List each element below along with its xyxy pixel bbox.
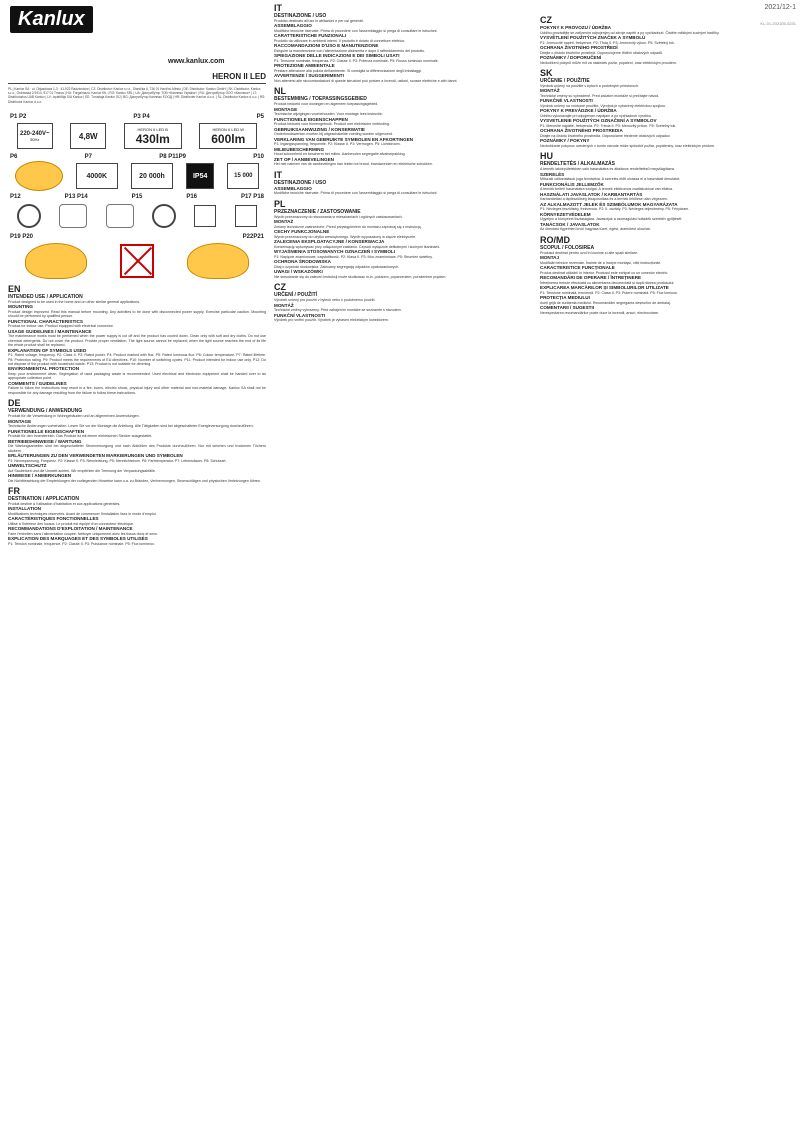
symbol-label: P17 P18 [240,194,264,200]
paragraph: Keep your environment clean. Segregation of used packaging waste is recommended. Used electrical and electronic equipment shall be handed over to an appropriate collection point. [8,372,266,381]
paragraph: Auf Sauberkeit und die Umwelt achten. Wir empfehlen die Trennung der Verpackungsabfälle. [8,468,156,473]
symbol-label: P12 [10,194,21,200]
subsection-heading: HINWEISE / ANMERKUNGEN [8,473,72,479]
subsection-heading: OCHRONA ŚRODOWISKA [274,259,331,265]
paragraph: Az útmutató figyelmen kívül hagyása tüzet, égést, áramütést okozhat. [540,227,651,232]
subsection-heading: SZERELÉS [540,171,565,177]
language-section [540,68,796,148]
section-title: VERWENDUNG / ANWENDUNG [8,408,83,415]
subsection-heading: TANÁCSOK / JAVASLATOK [540,221,600,227]
paragraph: P1: Napięcie znamionowe, częstotliwość. P2: Klasa II. P3: Moc znamionowa. P5: Strumień świetlny. [274,254,433,259]
subsection-heading: MONTÁŽ [274,302,294,308]
subsection-heading: VERKLARING VAN GEBRUIKTE SYMBOLEN EN AFKORTINGEN [274,136,414,142]
subsection-heading: EXPLICAREA MARCĂRILOR ȘI SIMBOLURILOR UTILIZATE [540,285,669,291]
subsection-heading: AVVERTENZE / SUGGERIMENTI [274,73,344,79]
paragraph: Wyrób przeznaczony do użytku wewnętrznego. Wyrób wyposażony w złącze elektryczne. [274,234,417,239]
paragraph: Prodotto da utilizzare in ambienti interni. Il prodotto è dotato di connettore elettrico. [274,39,406,43]
subsection-heading: SPIEGAZIONE DELLE INDICAZIONI E DEI SIMBOLI USATI [274,53,400,59]
paragraph: Utilisé à l'intérieur des locaux. Le produit est équipé d'un connecteur électrique. [8,522,135,527]
subsection-heading: RECOMMANDATIONS D'EXPLOITATION / MAINTENANCE [8,526,133,532]
section-title: DESTINAZIONE / USO [274,13,327,19]
column-2 [274,0,532,1134]
subsection-heading: ASSEMBLAGGIO [274,185,312,191]
paragraph: Eseguire la manutenzione con l'alimentazione disinserita e dopo il raffreddamento del prodotto. [274,49,426,53]
lifetime-icon: 20 000h [131,163,173,189]
subsection-heading: POZNÁMKY / POKYNY [540,138,590,144]
paragraph: Technische Änderungen vorbehalten. Lesen Sie vor der Montage die Anleitung. Alle Tätigkeiten sind bei abgeschalteter Energieversorgung durchzuführen. [8,424,254,429]
language-code: CZ [540,15,552,25]
motion-sensor-icon [17,204,41,228]
subsection-heading: FUNKCIONÁLIS JELLEMZŐK [540,181,604,187]
paragraph: Produs destinat utilizării în interior. Produsul este echipat cu un conector electric. [540,270,669,275]
website-link[interactable]: www.kanlux.com [168,58,225,65]
paragraph: Modifiche tecniche riservate. Prima di procedere con l'assemblaggio si prega di consultare le istruzioni. [274,29,438,33]
paragraph: Prodotto destinato all'uso in abitazioni e per usi generali. [274,19,364,23]
language-section [274,3,532,83]
crossed-bin-icon [120,244,154,278]
product-name: HERON II LED [8,72,266,84]
paragraph: Údržbu provádějte se zařízením odpojeným od zdroje napětí a po vychladnutí. Čistěte měkkými suchými hadříky. [540,30,720,35]
subsection-heading: BETRIEBSHINWEISE / WARTUNG [8,438,82,444]
language-section [274,282,532,322]
subsection-heading: AZ ALKALMAZOTT JELEK ÉS SZIMBÓLUMOK MAGYARÁZATA [540,201,678,207]
hand-icon-2 [106,204,134,228]
symbol-label: P10 [253,154,264,160]
subsection-heading: MONTAGE [8,418,32,424]
column-1 [8,0,266,1134]
language-section [274,170,532,196]
language-section [274,199,532,279]
color-temp-icon: 4000K [76,163,118,189]
text-column-1 [8,284,266,546]
subsection-heading: PROTECȚIA MEDIULUI [540,295,590,301]
paragraph: Technické změny vyhrazeny. Před zahájením montáže se seznamte s návodem. [274,308,402,313]
paragraph: Die Wartungsarbeiten sind bei abgeschalteter Stromversorgung und nach Abkühlen des Produkts durchzuführen. Nur mit weichen und trockenen Tüchern säubern. [8,444,266,453]
subsection-heading: MONTAŻ [274,219,294,225]
paragraph: The maintenance works must be performed when the power supply is cut off and the product has cooled down. Clean only with soft and dry cloths. Do not use chemical detergents. Do not cover the product. Provide proper ventilation. The light source cannot be replaced; when the light source reaches the end of its life the whole product shall be replaced. [8,334,266,348]
paragraph: Produkt für die Verwendung in Wohngebäuden und an allgemeinen Anwendungen. [8,414,140,419]
symbol-label: P7 [84,154,92,160]
language-code: RO/MD [540,234,570,245]
symbol-labels-row3 [8,193,266,201]
language-section [274,86,532,166]
language-code: EN [8,284,21,294]
text-column-2 [274,3,532,323]
paragraph: Product bedoeld voor binnengebruik. Product met elektrische verbinding. [274,122,390,127]
paragraph: Produit destiné à l'utilisation d'habitation et aux applications générales. [8,502,121,507]
subsection-heading: UWAGI / WSKAZÓWKI [274,269,323,275]
language-code: IT [274,169,282,180]
subsection-heading: FUNKČNÍ VLASTNOSTI [274,312,326,318]
hand-icon [59,204,87,228]
language-code: SK [540,68,553,78]
subsection-heading: CARACTÉRISTIQUES FONCTIONNELLES [8,516,99,522]
subsection-heading: RACCOMANDAZIONI D'USO E MANUTENZIONE [274,43,379,49]
subsection-heading: MOUNTING [8,304,34,310]
subsection-heading: MILIEUBESCHERMING [274,146,325,152]
paragraph: Výrobek pro vnitřní použití. Výrobek je vybaven elektrickým konektorem. [274,318,389,323]
paragraph: P1: Tensione nominale, frequenza. P2: Classe II. P3: Potenza nominale. P5: Flusso luminoso nominale. [274,59,439,63]
language-code: HU [540,151,553,162]
symbol-row-4 [8,241,266,281]
ip-icon: IP54 [186,163,214,189]
subsection-heading: MONTAGE [274,106,298,112]
subsection-heading: ERLÄUTERUNGEN ZU DEN VERWENDETEN MARKIERUNGEN UND SYMBOLEN [8,453,183,459]
subsection-heading: ZET OP / AANBEVELINGEN [274,156,334,162]
language-section [8,398,266,483]
paragraph: Výrobok určený na vnútorné použitie. Výrobok je vybavený elektrickou spojkou. [540,104,667,108]
paragraph: Výrobok určený na použitie v bytoch a podobných priestoroch. [540,84,640,88]
paragraph: Product for indoor use. Product equipped with electrical connector. [8,324,114,329]
paragraph: Údržbu vykonávajte pri odpojenom napájaní a po vychladnutí výrobku. [540,114,652,118]
print-date: 2021/12-1 [764,4,796,11]
paragraph: Houd schoonheid en bescherm het milieu. Aanbevolen segregatie afvalverpakking. [274,152,406,157]
paragraph: Technische wijzigingen voorbehouden. Voor montage lees instructie. [274,112,383,117]
paragraph: Dbaj o czystość środowiska. Zalecamy segregację odpadów opakowaniowych. [274,264,400,269]
subsection-heading: HASZNÁLATI JAVASLATOK / KARBANTARTÁS [540,191,643,197]
paragraph: Non attenersi alle raccomandazioni di queste istruzioni può portare a incendi, ustioni, scosse elettriche e altri danni. [274,79,458,83]
subsection-heading: VYSVETLENIE POUŽITÝCH OZNAČENÍ A SYMBOLOV [540,118,657,124]
paragraph: Nerespectarea recomandărilor poate duce la incendii, arsuri, electrocutare. [540,310,660,315]
subsection-heading: USAGE GUIDELINES / MAINTENANCE [8,328,92,334]
symbol-label: P13 P14 [64,194,88,200]
lamp-illustration-icon-2 [187,243,249,279]
paragraph: Product design improved. Read this manual before mounting. Any activities to be done with disconnected power supply. Exercise particular caution. Mounting should be performed by qualified person. [8,310,266,319]
paragraph: Műszaki változtatások joga fenntartva. A szerelés előtt olvassa el a használati útmutatót. [540,177,681,182]
language-code: CZ [274,282,286,293]
subsection-heading: FUNCTIONELE EIGENSCHAPPEN [274,116,348,122]
distributor-addresses: PL | Kanlux SA · ul. Objazdowa 1-3 · 41-922 Radzionków | CZ: Distributor: Kanlux s.r.o., Stanička 6, 736 01 Havířov-Město | DE: Distributor: Kanlux GmbH | SK: Distributor: Kanlux s.r.o., Ostravská 2/1914, 917 01 Trnava | HU: Forgalmazó: Kanlux Kft. | RO: Kanlux SRL | UA: Дистрибутор ТОВ «Канлюкс Україна» | RU: Дистрибутор ООО «Канлюкс» | LT: Distributorius UAB Kanlux | LV: Izplatītājs SIA Kanlux | EE: Turustaja Kanlux OÜ | BG: Дистрибутор Канлюкс ЕООД | HR: Distributer Kanlux d.o.o. | SL: Distributor Kanlux d.o.o. | RS: Distributor Kanlux d.o.o. [8,87,266,104]
paragraph: P1: Nennspannung, Frequenz. P2: Klasse II. P3: Nennleistung. P5: Nennlichtstrom. P6: Farbtemperatur. P7: Lebensdauer. P8: Schutzart. [8,458,227,463]
ukca-mark-icon [235,205,257,227]
paragraph: Produkt für den Innenbereich. Das Produkt ist mit einem elektrischen Stecker ausgestattet. [8,434,153,439]
symbols-panel [8,113,266,281]
paragraph: Produsul destinat pentru uzul în locuințe și alte spații similare. [540,250,639,255]
paragraph: Die Nichtbeachtung der Empfehlungen der vorliegenden Hinweise kann u.a. zu Bränden, Verbrennungen, Stromschlägen und physischen Verletzungen führen. [8,478,261,483]
paragraph: P1: Tensiune nominală, frecvență. P2: Clasa II. P3: Putere nominală. P5: Flux luminos. [540,290,678,295]
symbol-label: P16 [186,194,197,200]
subsection-heading: CARATTERISTICHE FUNZIONALI [274,33,347,39]
subsection-heading: FUNCTIONAL CHARACTERISTICS [8,318,83,324]
symbol-labels-row1 [8,113,266,121]
section-title: DESTINAZIONE / USO [274,179,327,186]
language-code: PL [274,198,286,209]
subsection-heading: COMENTARII / SUGESTII [540,305,595,311]
paragraph: Dbajte na čistotu životného prostredia. Odporúčame triedenie obalových odpadov. [540,134,671,138]
paragraph: Výrobek určený pro použití v bytech nebo k podobnému použití. [274,298,376,303]
paragraph: Modifications techniques réservées. Avant de commencer l'installation lisez le mode d'emploi. [8,512,157,517]
symbol-label: P15 [131,194,143,200]
subsection-heading: WYJAŚNIENIA STOSOWANYCH OZNACZEŃ I SYMBOLI [274,249,395,255]
subsection-heading: POKYNY K PREVÁDZKE / ÚDRŽBA [540,108,617,114]
subsection-heading: EXPLICATION DES MARQUAGES ET DES SYMBOLES UTILISÉS [8,536,148,542]
paragraph: Întreținerea trebuie efectuată cu alimentarea deconectată și după răcirea produsului. [540,280,675,285]
symbol-label: P1 P2 [10,114,27,120]
paragraph: Failure to follow the instructions may result in a fire, burns, electric shock, physical injury and other material and non-material damage. Kanlux SA shall not be responsible for any damage resulting from the failure to follow these instructions. [8,386,266,395]
symbol-row-2 [8,161,266,191]
paragraph: Faire l'entretien sans l'alimentation coupée. Nettoyer uniquement avec les tissus doux et secs. [8,532,158,537]
paragraph: P1: Ingangsspanning, frequentie. P2: Klasse II. P3: Vermogen. P5: Lichtstroom. [274,142,401,147]
paragraph: Nedodržení pokynů může mít za následek požár, popálení, úraz elektrickým proudem. [540,60,677,65]
subsection-heading: CARACTERISTICE FUNCȚIONALE [540,265,615,271]
subsection-heading: OCHRANA ŽIVOTNÍHO PROSTŘEDÍ [540,45,618,50]
language-section [8,486,266,546]
language-section [540,151,796,231]
paragraph: P1: Jmenovité napětí, frekvence. P2: Třída II. P3: Jmenovitý výkon. P5: Světelný tok. [540,40,675,45]
paragraph: A termék lakóépületekben való használatra és általános rendeltetésű megvilágításra. [540,167,675,172]
paragraph: Modifiche tecniche riservate. Prima di procedere con l'assemblaggio si prega di consultare le istruzioni. [274,191,438,196]
column-3 [540,0,796,1134]
paragraph: Ügyeljen a környezet tisztaságára. Javasoljuk a csomagolási hulladék szelektív gyűjtését. [540,217,683,222]
no-dimming-icon [152,204,176,228]
symbol-label: P6 [10,154,18,160]
subsection-heading: MONTÁŽ [540,88,560,94]
paragraph: Modificări tehnice rezervate. Înainte de a începe montajul, citiți instrucțiunile. [540,260,662,265]
paragraph: Onderhoudswerken moeten bij uitgeschakelde voeding worden uitgevoerd. [274,132,394,137]
ce-mark-icon [194,205,216,227]
paragraph: P1: Rated voltage, frequency. P2: Class II. P3: Rated power. P4: Product marked with flux. P5: Rated luminous flux. P6: Colour temperature. P7: Rated lifetime. P8: Protection rating. P9: Product meets the requirements of EU directives. P10: Number of switching cycles. P11: Product intended for indoor use only. P12: Do not dispose of the product with household waste. P13: Product is not suitable for dimming. [8,353,266,367]
subsection-heading: MONTAJ [540,255,560,261]
subsection-heading: ASSEMBLAGGIO [274,23,312,29]
symbol-label: P22P21 [242,234,264,240]
voltage-icon: 220-240V~ 50Hz [17,123,53,149]
language-section [540,235,796,315]
document-code: KL-01-202105-0231 [760,21,796,26]
flux-icon-2: HERON II LED W 600lm [199,123,257,149]
section-title: PRZEZNACZENIE / ZASTOSOWANIE [274,208,361,215]
paragraph: Product designed to be used in the home and on other similar general applications. [8,300,141,304]
section-title: RENDELTETÉS / ALKALMAZÁS [540,161,615,168]
subsection-heading: INSTALLATION [8,506,42,512]
subsection-heading: VYSVĚTLENÍ POUŽITÝCH ZNAČEK A SYMBOLŮ [540,35,646,40]
symbol-label: P3 P4 [133,114,150,120]
symbol-labels-row2 [8,153,266,161]
symbol-label: P5 [256,114,264,120]
kanlux-logo: Kanlux [10,6,93,33]
paragraph: Nie stosowanie się do zaleceń instrukcji może skutkować m.in. pożarem, poparzeniem, porażeniem prądem. [274,274,447,279]
paragraph: P1: Tension nominale, fréquence. P2: Classe II. P3: Puissance nominale. P5: Flux lumineux. [8,542,155,547]
language-code: DE [8,398,21,409]
language-section [8,284,266,395]
symbol-label: P19 P20 [10,234,34,240]
subsection-heading: POKYNY K PROVOZU / ÚDRŽBA [540,25,612,30]
paragraph: Dbejte o čistotu životního prostředí. Doporučujeme třídění obalových odpadů. [540,50,664,55]
language-code: FR [8,486,20,497]
switch-cycles-icon: 15 000 [227,163,259,189]
paragraph: Technické zmeny sú vyhradené. Pred začatím montáže si prečítajte návod. [540,94,660,98]
subsection-heading: UMWELTSCHUTZ [8,463,47,469]
section-title: SCOPUL / FOLOSIREA [540,244,595,251]
subsection-heading: KÖRNYEZETVÉDELEM [540,211,591,217]
paragraph: A termék beltéri használatra szolgál. A termék elektromos csatlakozóval van ellátva. [540,187,674,192]
section-title: INTENDED USE / APPLICATION [8,294,83,300]
paragraph: Het niet naleven van de aanbevelingen kan leiden tot brand, brandwonden en elektrische schokken. [274,162,433,167]
subsection-heading: GEBRUIKSAANWIJZING / KONSERWATIE [274,126,365,132]
symbol-row-3 [8,201,266,231]
paragraph: Prestare attenzione alla pulizia dell'ambiente. Si consiglia la differenziazione degli imballaggi. [274,69,422,73]
subsection-heading: ZALECENIA EKSPLOATACYJNE / KONSERWACJA [274,239,385,245]
subsection-heading: EXPLANATION OF SYMBOLS USED [8,347,87,353]
subsection-heading: FUNKČNÉ VLASTNOSTI [540,98,593,104]
paragraph: Zmiany techniczne zastrzeżone. Przed przystąpieniem do montażu zapoznaj się z instrukcją. [274,224,422,229]
subsection-heading: RECOMANDĂRI DE OPERARE / ÎNTREȚINERE [540,275,642,281]
subsection-heading: ENVIRONMENTAL PROTECTION [8,366,80,372]
paragraph: Nedodržanie pokynov uvedených v tomto návode môže spôsobiť požiar, popáleniny, úraz elektrickým prúdom. [540,144,716,148]
symbol-labels-row4 [8,233,266,241]
subsection-heading: COMMENTS / GUIDELINES [8,380,67,386]
flux-icon: HERON II LED B 430lm [124,123,182,149]
section-title: URČENÍ / POUŽITÍ [274,292,318,299]
section-title: URČENIE / POUŽITIE [540,78,590,84]
light-bulb-icon [15,161,63,191]
subsection-heading: CECHY FUNKCJONALNE [274,229,330,235]
paragraph: P1: Névleges feszültség, frekvencia. P2: II. osztály. P3: Névleges teljesítmény. P5: Fényáram. [540,207,690,212]
section-title: BESTEMMING / TOEPASSINGSGEBIED [274,96,367,103]
paragraph: P1: Menovité napätie, frekvencia. P2: Trieda II. P3: Menovitý príkon. P5: Svetelný tok. [540,124,677,128]
symbol-label: P8 P11P9 [159,154,186,160]
text-column-3 [540,15,796,315]
symbol-row-1 [8,121,266,151]
section-title: DESTINATION / APPLICATION [8,496,80,503]
paragraph: Product bedoeld voor woningen en algemeen toepassingsgebied. [274,102,379,107]
power-icon: 4,8W [70,123,106,149]
paragraph: Karbantartást a tápfeszültség lekapcsolása és a termék lehűlése után végezzen. [540,197,669,202]
subsection-heading: FUNKTIONELLE EIGENSCHAFTEN [8,428,85,434]
subsection-heading: POZNÁMKY / DOPORUČENÍ [540,55,602,60]
header [8,0,266,72]
subsection-heading: OCHRANA ŽIVOTNÉHO PROSTREDIA [540,128,623,134]
paragraph: Aveți grijă de curățenia mediului. Recomandăm segregarea deșeurilor de ambalaj. [540,300,671,305]
lamp-illustration-icon [25,243,87,279]
language-code: IT [274,3,282,13]
paragraph: Wyrób przeznaczony do stosowania w mieszkaniach i ogólnych zastosowaniach. [274,214,403,219]
paragraph: Konserwację wykonywać przy odłączonym zasilaniu. Czyścić wyłącznie delikatnymi i suchymi tkaninami. [274,244,441,249]
language-code: NL [274,86,286,97]
subsection-heading: PROTEZIONE AMBIENTALE [274,63,335,69]
